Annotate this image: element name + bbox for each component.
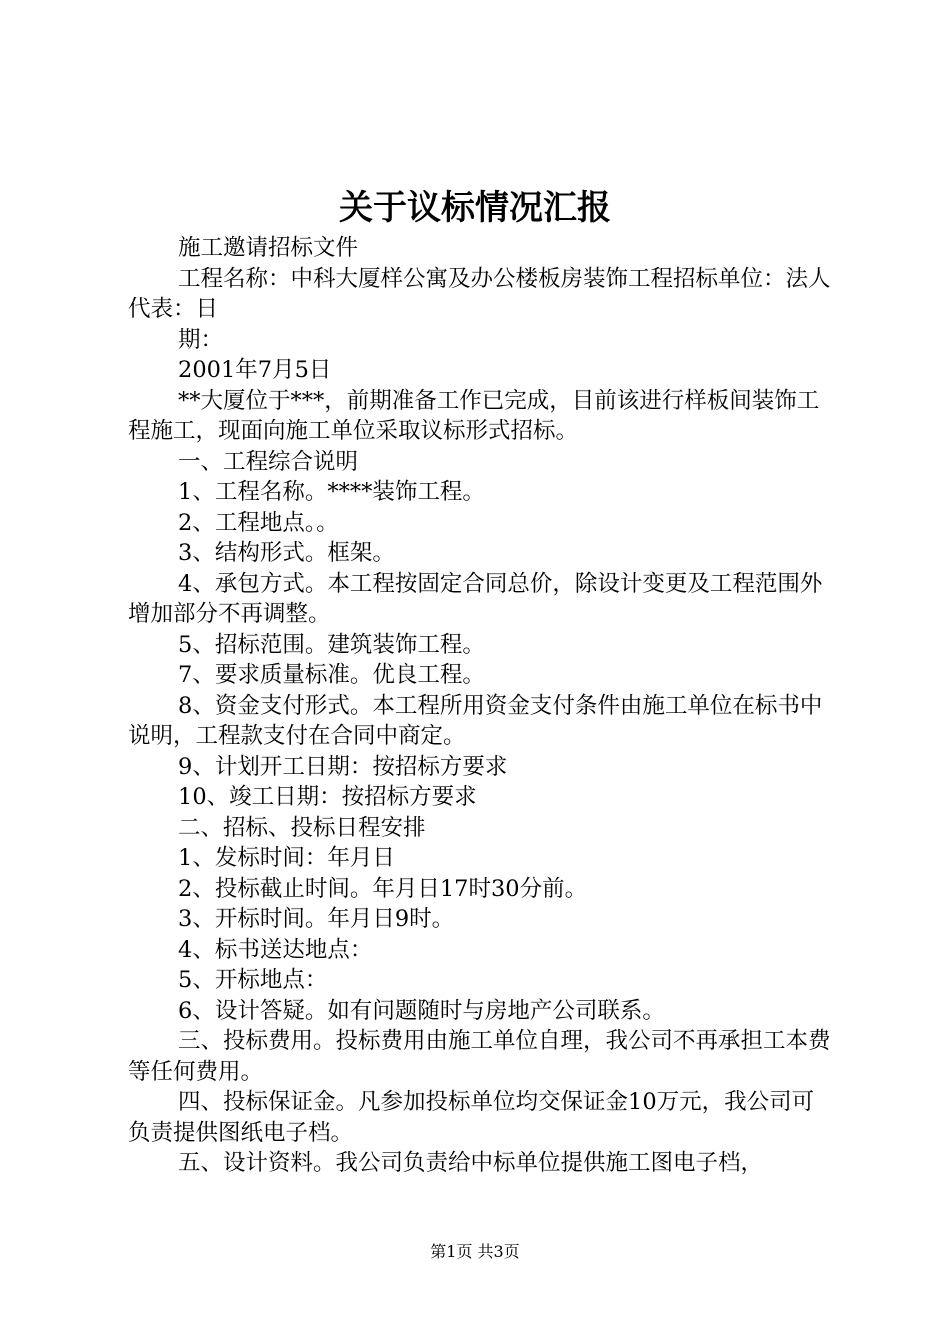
- section-heading: 二、招标、投标日程安排: [178, 814, 426, 841]
- paragraph: 施工邀请招标文件: [178, 235, 359, 261]
- section-paragraph: 四、投标保证金。凡参加投标单位均交保证金10万元，我公司可负责提供图纸电子档。: [128, 1089, 815, 1146]
- list-item: 7、要求质量标准。优良工程。: [178, 662, 485, 688]
- section-heading: 一、工程综合说明: [178, 448, 359, 475]
- section-paragraph: 五、设计资料。我公司负责给中标单位提供施工图电子档，: [178, 1150, 764, 1176]
- list-item: 5、开标地点：: [178, 967, 328, 993]
- paragraph: **大厦位于***，前期准备工作已完成，目前该进行样板间装饰工程施工，现面向施工单位采取议标形式招标。: [128, 387, 820, 444]
- list-item: 4、标书送达地点：: [178, 936, 373, 963]
- list-item: 2、投标截止时间。年月日17时30分前。: [178, 875, 588, 902]
- section-paragraph: 三、投标费用。投标费用由施工单位自理，我公司不再承担工本费等任何费用。: [128, 1028, 831, 1085]
- paragraph: 2001年7月5日: [178, 357, 332, 383]
- list-item: 1、工程名称。****装饰工程。: [178, 479, 485, 505]
- list-item: 8、资金支付形式。本工程所用资金支付条件由施工单位在标书中说明，工程款支付在合同中商定。: [128, 692, 823, 749]
- list-item: 3、开标时间。年月日9时。: [178, 906, 455, 932]
- list-item: 6、设计答疑。如有问题随时与房地产公司联系。: [178, 997, 665, 1024]
- page-number-footer: 第1页 共3页: [430, 1242, 520, 1261]
- paragraph: 期：: [178, 326, 224, 353]
- list-item: 2、工程地点。。: [178, 509, 339, 536]
- document-body: [128, 233, 834, 1179]
- list-item: 10、竣工日期：按招标方要求: [178, 784, 477, 810]
- list-item: 5、招标范围。建筑装饰工程。: [178, 631, 485, 658]
- list-item: 4、承包方式。本工程按固定合同总价，除设计变更及工程范围外增加部分不再调整。: [128, 570, 823, 627]
- list-item: 9、计划开工日期：按招标方要求: [178, 753, 508, 780]
- document-title: 关于议标情况汇报: [339, 188, 611, 228]
- list-item: 3、结构形式。框架。: [178, 540, 395, 566]
- list-item: 1、发标时间：年月日: [178, 845, 395, 871]
- paragraph: 工程名称：中科大厦样公寓及办公楼板房装饰工程招标单位：法人代表：日: [128, 265, 831, 322]
